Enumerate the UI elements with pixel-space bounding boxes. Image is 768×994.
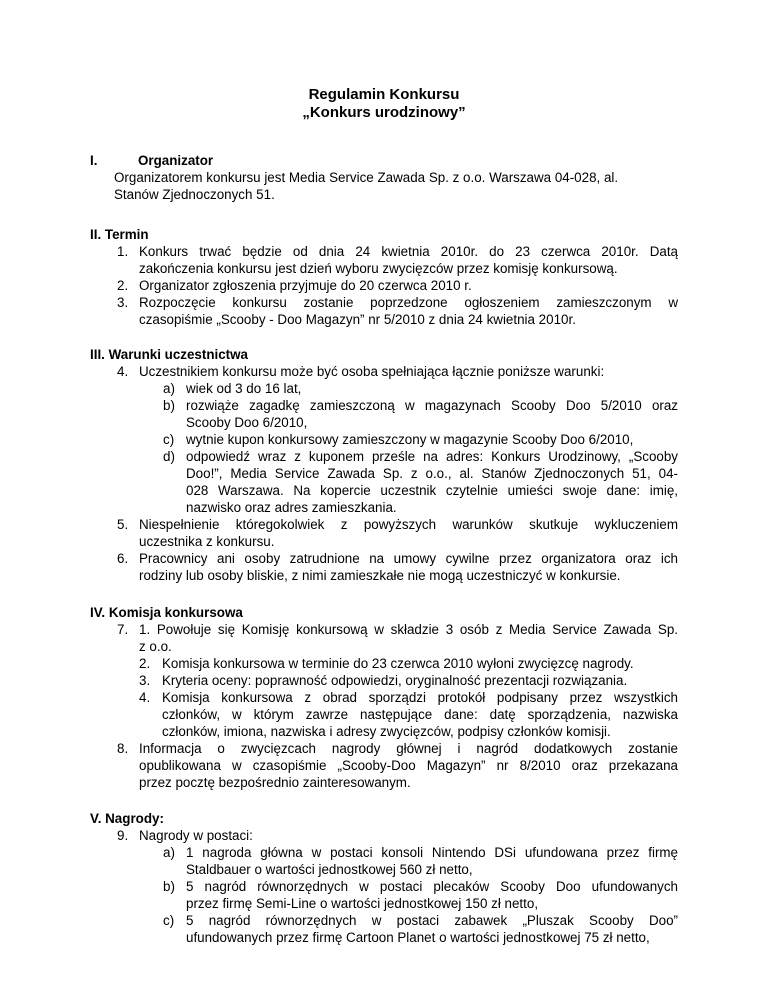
- document-title: Regulamin Konkursu: [308, 86, 460, 103]
- sublist-item-text: Staldbauer o wartości jednostkowej 560 zł netto,: [186, 862, 473, 877]
- list-item-text: Pracownicy ani osoby zatrudnione na umowy cywilne przez organizatora oraz ich: [139, 551, 678, 566]
- sublist-item-text: 028 Warszawa. Na kopercie uczestnik czytelnie umieści swoje dane: imię,: [186, 483, 678, 498]
- list-item-text: Nagrody w postaci:: [139, 828, 253, 843]
- list-item-text: Uczestnikiem konkursu może być osoba spełniająca łącznie poniższe warunki:: [139, 364, 605, 379]
- list-item-text: Rozpoczęcie konkursu zostanie poprzedzone ogłoszeniem zamieszczonym w: [139, 295, 678, 310]
- sublist-number: 4.: [139, 690, 151, 705]
- section-1-number: I.: [90, 153, 98, 168]
- list-item-text: Niespełnienie któregokolwiek z powyższych warunków skutkuje wykluczeniem: [139, 517, 678, 532]
- sublist-item-text: członków, w którym zawrze następujące dane: datę sporządzenia, nazwiska: [162, 707, 678, 722]
- sublist-letter: b): [163, 398, 175, 413]
- section-1-heading: Organizator: [138, 153, 214, 168]
- document-subtitle: „Konkurs urodzinowy”: [302, 104, 466, 121]
- section-5-heading: V. Nagrody:: [90, 811, 164, 826]
- sublist-item-text: Scooby Doo 6/2010,: [186, 415, 308, 430]
- list-item-text: rodziny lub osoby bliskie, z nimi zamieszkałe nie mogą uczestniczyć w konkursie.: [139, 568, 621, 583]
- sublist-letter: b): [163, 879, 175, 894]
- list-number: 6.: [117, 551, 129, 566]
- list-number: 3.: [117, 295, 129, 310]
- list-number: 4.: [117, 364, 129, 379]
- list-number: 8.: [117, 741, 129, 756]
- list-number: 1.: [117, 244, 129, 259]
- list-item-text: Informacja o zwycięzcach nagrody głównej i nagród dodatkowych zostanie: [139, 741, 678, 756]
- sublist-item-text: 1 nagroda główna w postaci konsoli Nintendo DSi ufundowana przez firmę: [186, 845, 678, 860]
- list-item-text: zakończenia konkursu jest dzień wyboru zwycięzców przez komisję konkursową.: [139, 261, 618, 276]
- list-item-text: 1. Powołuje się Komisję konkursową w składzie 3 osób z Media Service Zawada Sp.: [139, 622, 678, 637]
- sublist-item-text: 5 nagród równorzędnych w postaci zabawek „Pluszak Scooby Doo”: [186, 913, 678, 928]
- sublist-letter: d): [163, 449, 175, 464]
- sublist-item-text: rozwiąże zagadkę zamieszczoną w magazynach Scooby Doo 5/2010 oraz: [186, 398, 678, 413]
- list-item-text: uczestnika z konkursu.: [139, 534, 275, 549]
- sublist-item-text: nazwisko oraz adres zamieszkania.: [186, 500, 397, 515]
- sublist-letter: c): [163, 913, 175, 928]
- list-item-text: przez pocztę bezpośrednio zainteresowanym.: [139, 775, 411, 790]
- sublist-letter: c): [163, 432, 175, 447]
- sublist-item-text: ufundowanych przez firmę Cartoon Planet o wartości jednostkowej 75 zł netto,: [186, 930, 650, 945]
- sublist-item-text: wiek od 3 do 16 lat,: [186, 381, 302, 396]
- list-item-text: czasopiśmie „Scooby - Doo Magazyn” nr 5/2010 z dnia 24 kwietnia 2010r.: [139, 312, 576, 327]
- list-item-text: opublikowana w czasopiśmie „Scooby-Doo Magazyn” nr 8/2010 oraz przekazana: [139, 758, 678, 773]
- sublist-item-text: Komisja konkursowa z obrad sporządzi protokół podpisany przez wszystkich: [162, 690, 678, 705]
- sublist-item-text: 5 nagród równorzędnych w postaci plecaków Scooby Doo ufundowanych: [186, 879, 678, 894]
- list-number: 7.: [117, 622, 129, 637]
- sublist-number: 3.: [139, 673, 151, 688]
- sublist-letter: a): [163, 845, 175, 860]
- sublist-item-text: odpowiedź wraz z kuponem prześle na adres: Konkurs Urodzinowy, „Scooby: [186, 449, 678, 464]
- list-number: 9.: [117, 828, 129, 843]
- sublist-number: 2.: [139, 656, 151, 671]
- list-item-text: Konkurs trwać będzie od dnia 24 kwietnia 2010r. do 23 czerwca 2010r. Datą: [139, 244, 678, 259]
- section-4-heading: IV. Komisja konkursowa: [90, 605, 243, 620]
- sublist-item-text: wytnie kupon konkursowy zamieszczony w magazynie Scooby Doo 6/2010,: [186, 432, 634, 447]
- section-3-heading: III. Warunki uczestnictwa: [90, 347, 248, 362]
- sublist-letter: a): [163, 381, 175, 396]
- list-number: 2.: [117, 278, 129, 293]
- section-1-text: Organizatorem konkursu jest Media Service Zawada Sp. z o.o. Warszawa 04-028, al.: [114, 170, 619, 185]
- sublist-item-text: Doo!”, Media Service Zawada Sp. z o.o., al. Stanów Zjednoczonych 51, 04-: [186, 466, 678, 481]
- sublist-item-text: Komisja konkursowa w terminie do 23 czerwca 2010 wyłoni zwycięzcę nagrody.: [162, 656, 634, 671]
- sublist-item-text: Kryteria oceny: poprawność odpowiedzi, oryginalność prezentacji rozwiązania.: [162, 673, 628, 688]
- list-item-text: Organizator zgłoszenia przyjmuje do 20 czerwca 2010 r.: [139, 278, 472, 293]
- sublist-item-text: członków, imiona, nazwiska i adresy zwycięzców, podpisy członków komisji.: [162, 724, 611, 739]
- section-1-text: Stanów Zjednoczonych 51.: [114, 187, 275, 202]
- list-item-text: z o.o.: [139, 639, 172, 654]
- section-2-heading: II. Termin: [90, 227, 149, 242]
- list-number: 5.: [117, 517, 129, 532]
- sublist-item-text: przez firmę Semi-Line o wartości jednostkowej 150 zł netto,: [186, 896, 539, 911]
